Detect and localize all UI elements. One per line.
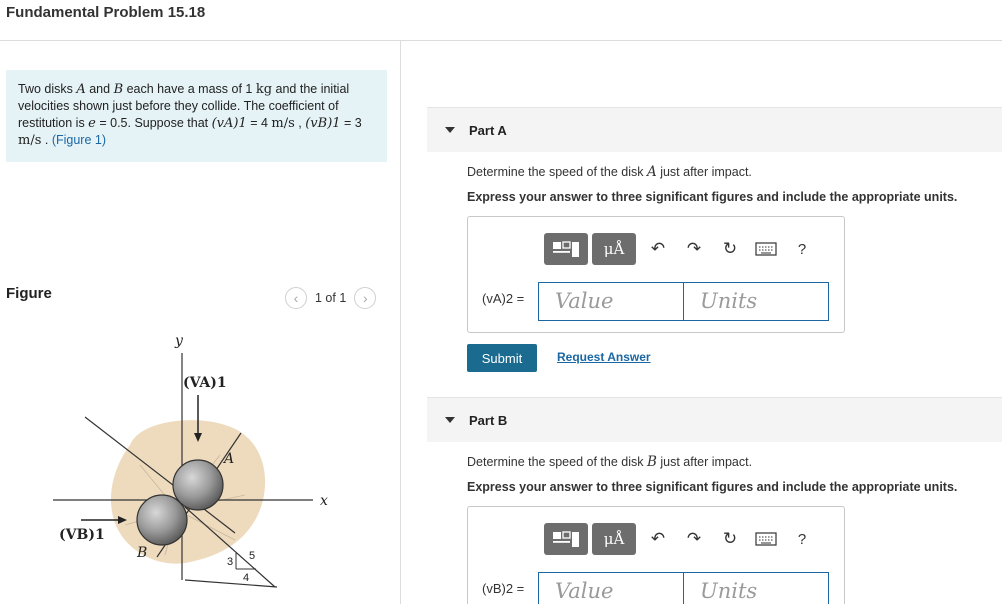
caret-down-icon[interactable] xyxy=(445,417,455,423)
velocity-b-symbol: (vB)1 xyxy=(305,115,341,131)
reset-icon[interactable]: ↻ xyxy=(722,529,738,548)
velocity-b-label: (VB)1 xyxy=(59,527,105,543)
y-axis-label: y xyxy=(175,333,183,349)
part-a-units-input[interactable]: Units xyxy=(683,282,829,321)
part-b-question xyxy=(467,454,752,470)
part-b-variable-label: (vB)2 = xyxy=(482,581,525,596)
part-a-title: Part A xyxy=(469,123,507,138)
undo-icon[interactable]: ↶ xyxy=(650,239,666,258)
disk-b-label: B xyxy=(137,545,148,561)
part-b-answer-box xyxy=(467,506,845,604)
undo-icon[interactable]: ↶ xyxy=(650,529,666,548)
keyboard-icon[interactable] xyxy=(748,523,784,555)
problem-text: and the initial velocities shown just before they collide. The coefficient of restitution is xyxy=(18,82,350,130)
restitution-symbol: e xyxy=(88,115,96,131)
caret-down-icon[interactable] xyxy=(445,127,455,133)
problem-text: = 3 xyxy=(340,115,362,130)
figure-heading: Figure xyxy=(6,285,52,302)
redo-icon[interactable]: ↷ xyxy=(686,529,702,548)
part-a-value-input[interactable]: Value xyxy=(538,282,684,321)
part-b-value-input[interactable]: Value xyxy=(538,572,684,604)
problem-text: and xyxy=(85,82,114,96)
problem-text: , xyxy=(294,115,306,130)
problem-text: Two disks xyxy=(18,82,77,96)
submit-button[interactable]: Submit xyxy=(467,344,537,372)
figure-link[interactable]: (Figure 1) xyxy=(51,132,106,147)
problem-text: = 4 xyxy=(246,115,272,130)
templates-icon[interactable] xyxy=(544,233,588,265)
question-text: Determine the speed of the disk xyxy=(467,165,647,179)
reset-icon[interactable]: ↻ xyxy=(722,239,738,258)
page-title: Fundamental Problem 15.18 xyxy=(6,4,206,21)
units-button[interactable]: μÅ xyxy=(592,523,636,555)
keyboard-icon[interactable] xyxy=(748,233,784,265)
part-a-header[interactable] xyxy=(427,107,1002,152)
part-a-answer-box xyxy=(467,216,845,333)
disk-a-symbol: A xyxy=(76,82,86,97)
templates-icon[interactable] xyxy=(544,523,588,555)
pager-text: 1 of 1 xyxy=(315,291,347,305)
velocity-unit: m/s xyxy=(18,132,42,148)
title-divider xyxy=(0,40,1002,41)
part-a-variable-label: (vA)2 = xyxy=(482,291,525,306)
problem-text: . xyxy=(41,132,52,147)
figure-pager xyxy=(285,287,376,309)
chevron-left-icon[interactable]: ‹ xyxy=(285,287,307,309)
column-divider xyxy=(400,41,401,604)
problem-text: = 0.5. Suppose that xyxy=(95,115,212,130)
collision-figure xyxy=(45,325,345,597)
part-a-question xyxy=(467,164,752,180)
question-text: just after impact. xyxy=(656,165,752,179)
velocity-unit: m/s xyxy=(271,115,295,131)
disk-b-symbol: B xyxy=(113,82,124,97)
slope-label-3: 3 xyxy=(227,556,234,568)
part-b-header[interactable] xyxy=(427,397,1002,442)
slope-label-5: 5 xyxy=(249,550,256,562)
slope-label-4: 4 xyxy=(243,572,250,584)
part-a-instruction: Express your answer to three significant figures and include the appropriate units. xyxy=(467,190,958,204)
chevron-right-icon[interactable]: › xyxy=(354,287,376,309)
disk-a-label: A xyxy=(224,451,235,467)
question-text: just after impact. xyxy=(656,455,753,469)
part-b-instruction: Express your answer to three significant figures and include the appropriate units. xyxy=(467,480,958,494)
question-text: Determine the speed of the disk xyxy=(467,455,647,469)
problem-text: each have a mass of 1 xyxy=(123,82,256,96)
math-toolbar xyxy=(544,523,820,555)
velocity-a-symbol: (vA)1 xyxy=(211,115,247,131)
part-b-title: Part B xyxy=(469,413,508,428)
help-icon[interactable]: ? xyxy=(797,240,807,258)
math-toolbar xyxy=(544,233,820,265)
help-icon[interactable]: ? xyxy=(797,530,807,548)
disk-b xyxy=(137,495,187,545)
disk-symbol: B xyxy=(646,454,657,470)
diagonal-line-right xyxy=(185,580,277,587)
problem-statement xyxy=(6,70,387,162)
mass-unit: kg xyxy=(255,82,273,97)
part-b-units-input[interactable]: Units xyxy=(683,572,829,604)
velocity-a-label: (VA)1 xyxy=(183,375,227,391)
x-axis-label: x xyxy=(320,493,328,509)
redo-icon[interactable]: ↷ xyxy=(686,239,702,258)
request-answer-link[interactable]: Request Answer xyxy=(557,350,651,364)
units-button[interactable]: μÅ xyxy=(592,233,636,265)
disk-symbol: A xyxy=(646,164,657,180)
